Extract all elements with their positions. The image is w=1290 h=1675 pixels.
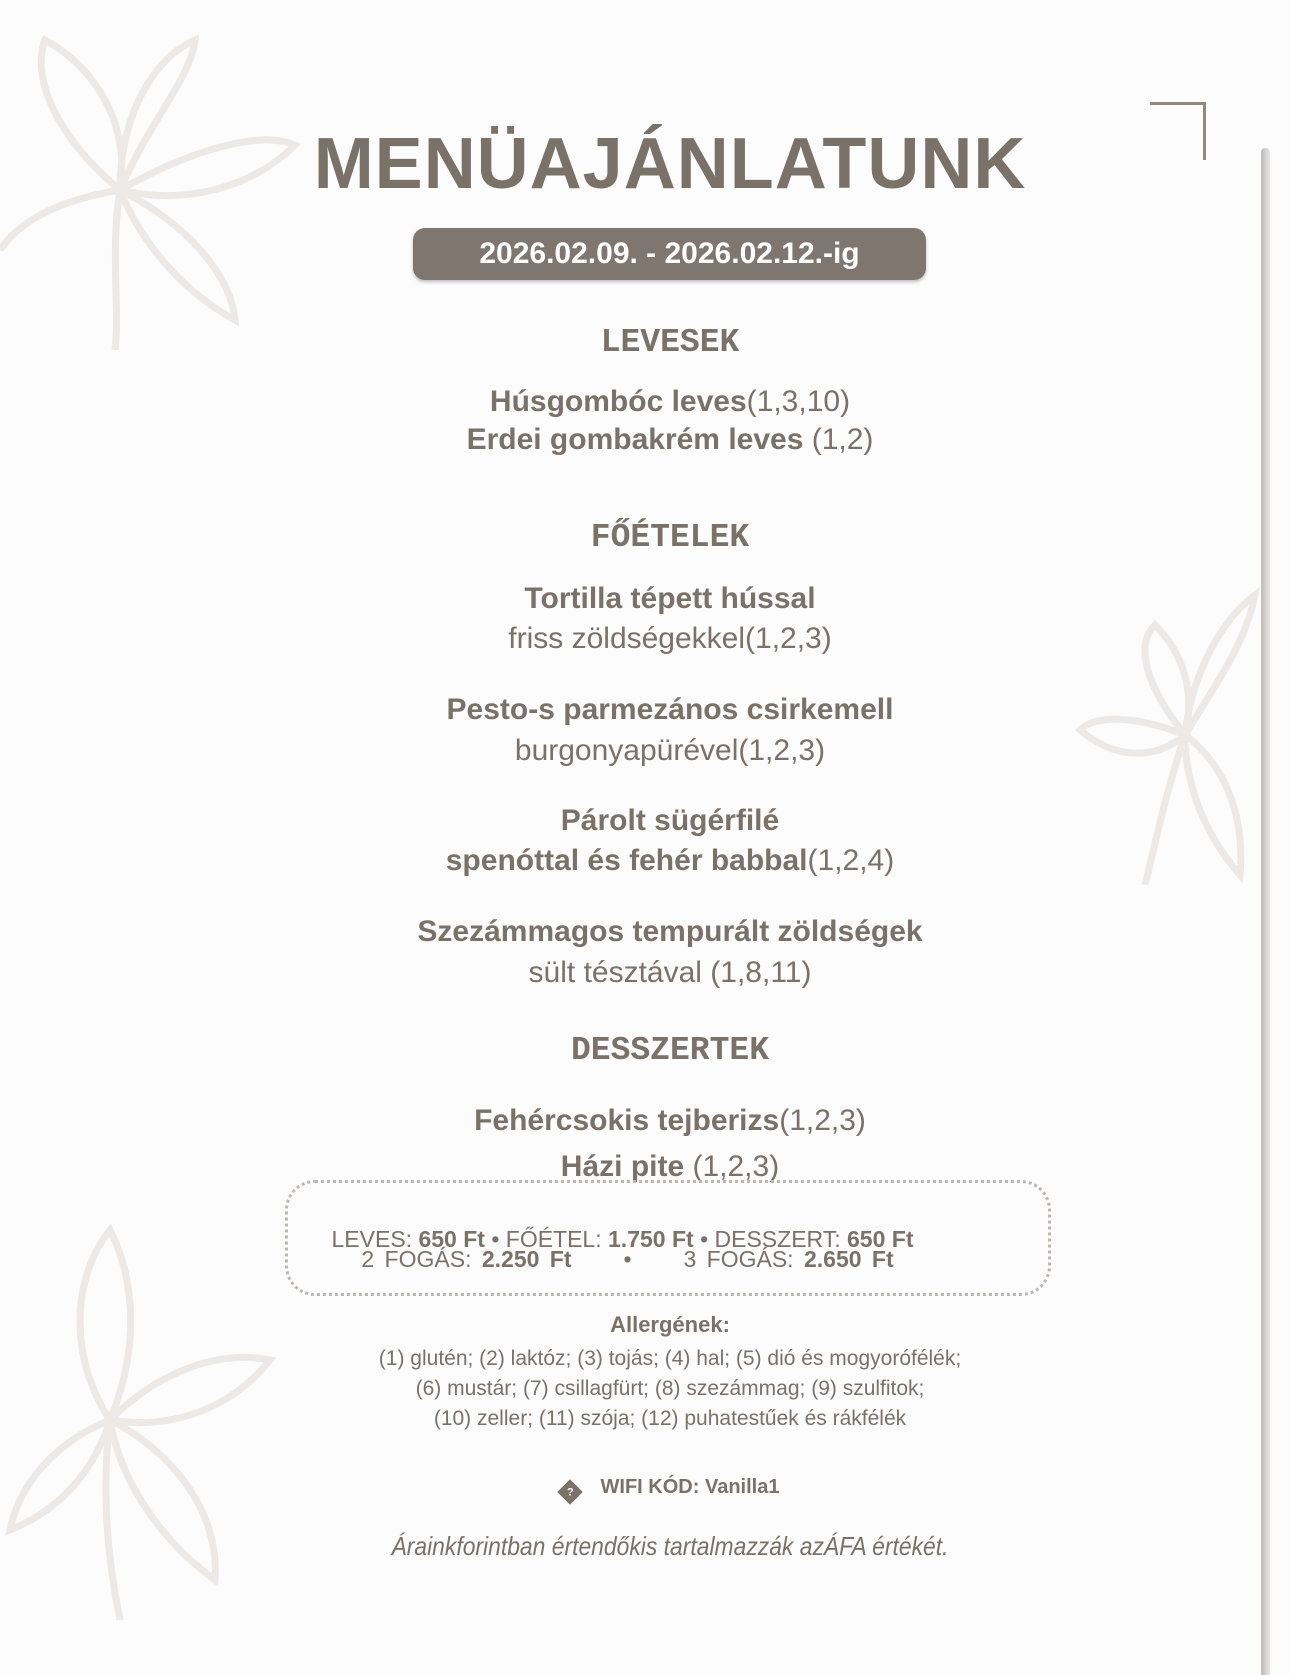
section-heading-desserts: DESSZERTEK: [570, 1032, 770, 1069]
item-name: Pesto-s parmezános csirkemell: [446, 693, 894, 726]
wifi-code: WIFI KÓD: Vanilla1: [600, 1476, 780, 1498]
section-heading-soups: LEVESEK: [600, 324, 740, 361]
allergens-line: (1) glutén; (2) laktóz; (3) tojás; (4) hal; (5) dió és mogyorófélék;: [378, 1347, 962, 1370]
item-desc-bold: spenóttal és fehér babbal: [445, 844, 808, 877]
menu-item-name: [0, 913, 1290, 951]
date-range-badge: 2026.02.09. - 2026.02.12.-ig: [413, 228, 926, 280]
menu-item: [0, 421, 1290, 459]
price-line-courses: [0, 1248, 1255, 1270]
soup-price-label: LEVES:: [331, 1226, 419, 1252]
dessert-price-label: DESSZERT:: [714, 1226, 848, 1252]
item-allergens: (1,2,4): [807, 844, 895, 877]
menu-item-desc: [0, 842, 1290, 880]
allergens-line: (10) zeller; (11) szója; (12) puhatestűek és rákfélék: [433, 1407, 907, 1430]
item-name: Párolt sügérfilé: [560, 804, 780, 837]
item-allergens: (1,2,3): [684, 1150, 780, 1183]
allergens-line: (6) mustár; (7) csillagfürt; (8) szezámmag; (9) szulfitok;: [415, 1377, 925, 1400]
section-heading-mains: FŐÉTELEK: [590, 519, 750, 556]
item-name: Fehércsokis tejberizs: [474, 1104, 780, 1137]
two-course-label: 2 FOGÁS:: [361, 1246, 482, 1272]
price-separator: •: [491, 1226, 500, 1252]
price-separator: •: [623, 1246, 632, 1272]
item-name: Erdei gombakrém leves: [466, 423, 804, 456]
menu-item-name: [0, 802, 1290, 840]
item-name: Szezámmagos tempurált zöldségek: [417, 915, 923, 948]
item-allergens: (1,3,10): [746, 385, 851, 418]
main-price: 1.750 Ft: [608, 1226, 694, 1252]
three-course-price: 2.650 Ft: [803, 1246, 894, 1272]
menu-item-desc: friss zöldségekkel(1,2,3): [508, 622, 832, 655]
soup-price: 650 Ft: [418, 1226, 485, 1252]
menu-item-desc: sült tésztával (1,8,11): [528, 956, 812, 989]
vat-note: Árainkforintban értendőkis tartalmazzák azÁFA értékét.: [391, 1531, 949, 1561]
menu-title: MENÜAJÁNLATUNK: [313, 124, 1027, 204]
menu-item-name: [0, 580, 1290, 618]
two-course-price: 2.250 Ft: [481, 1246, 572, 1272]
item-name: Húsgombóc leves: [489, 385, 747, 418]
main-price-label: FŐÉTEL:: [505, 1226, 609, 1252]
menu-item-desc: burgonyapürével(1,2,3): [514, 734, 826, 767]
dessert-price: 650 Ft: [847, 1226, 914, 1252]
wifi-glyph-icon: [557, 1479, 582, 1504]
menu-item-name: [0, 691, 1290, 729]
item-name: Házi pite: [560, 1150, 685, 1183]
menu-item: [0, 383, 1290, 421]
price-separator: •: [700, 1226, 709, 1252]
allergens-title: Allergének:: [610, 1312, 730, 1337]
item-allergens: (1,2): [803, 423, 874, 456]
wifi-glyph: ?: [566, 1485, 573, 1498]
item-name: Tortilla tépett hússal: [524, 582, 816, 615]
item-allergens: (1,2,3): [779, 1104, 866, 1137]
wifi-info: [0, 1472, 1290, 1502]
three-course-label: 3 FOGÁS:: [683, 1246, 804, 1272]
menu-item: [0, 1102, 1290, 1140]
